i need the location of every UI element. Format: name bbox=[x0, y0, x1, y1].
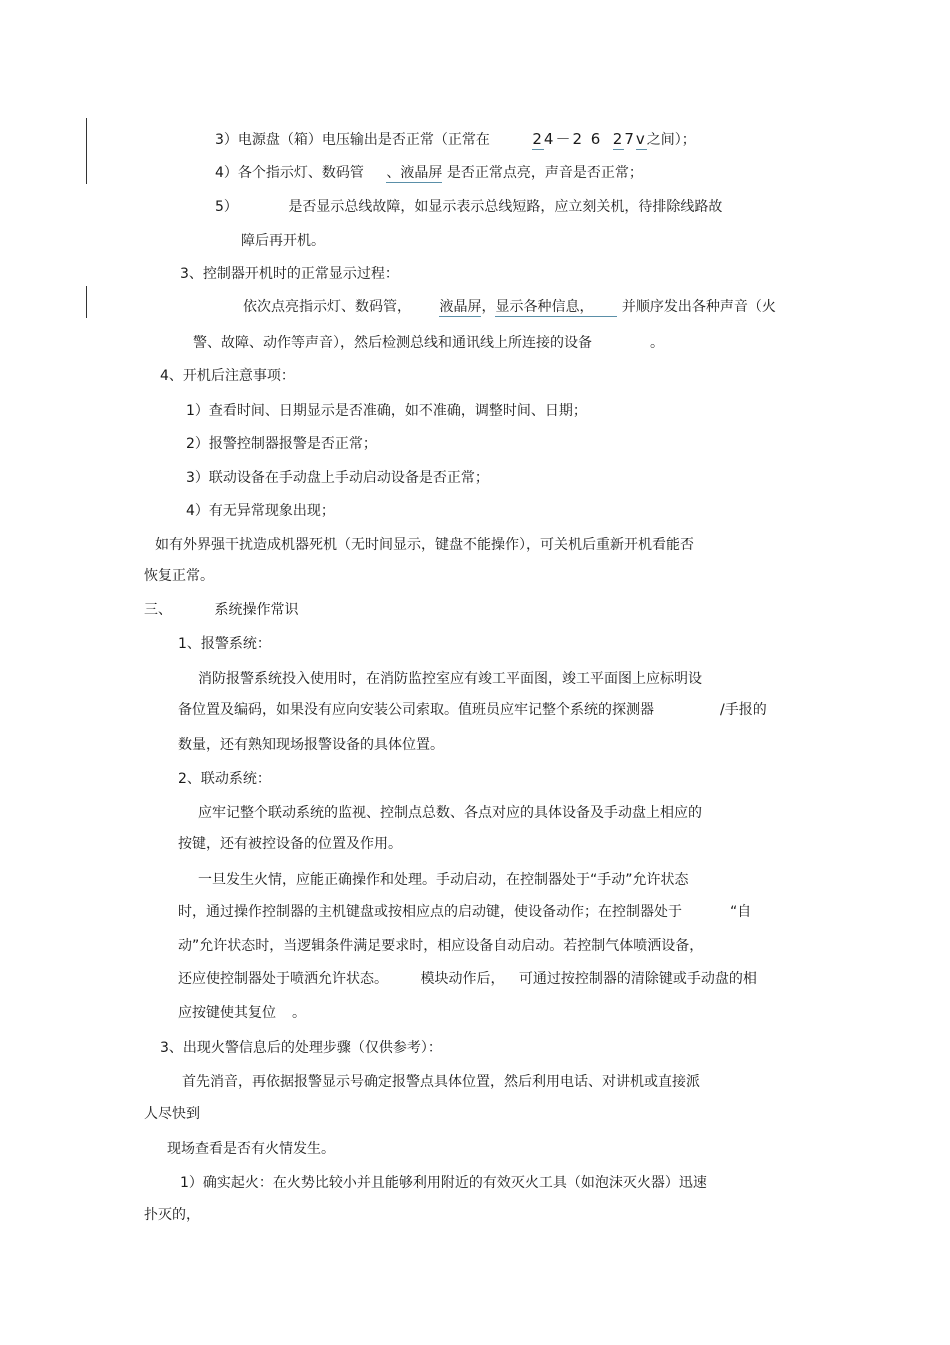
list-item-time: 1）查看时间、日期显示是否准确，如不准确，调整时间、日期； bbox=[186, 403, 587, 419]
margin-bar-top bbox=[86, 118, 87, 184]
line-startup-seq-cont: 警、故障、动作等声音），然后检测总线和通讯线上所连接的设备 。 bbox=[193, 335, 664, 351]
paragraph-linkage-1: 应牢记整个联动系统的监视、控制点总数、各点对应的具体设备及手动盘上相应的 bbox=[198, 805, 702, 821]
paragraph-linkage-2: 按键，还有被控设备的位置及作用。 bbox=[178, 836, 402, 852]
paragraph-alarm-3: 数量，还有熟知现场报警设备的具体位置。 bbox=[178, 737, 444, 753]
heading-linkage-system: 2、联动系统： bbox=[178, 771, 271, 787]
paragraph-fire-5: 应按键使其复位 。 bbox=[178, 1005, 306, 1021]
heading-fire-steps: 3、出现火警信息后的处理步骤（仅供参考）： bbox=[160, 1040, 442, 1056]
paragraph-alarm-1: 消防报警系统投入使用时，在消防监控室应有竣工平面图，竣工平面图上应标明设 bbox=[198, 671, 702, 687]
paragraph-crash: 如有外界强干扰造成机器死机（无时间显示，键盘不能操作），可关机后重新开机看能否 bbox=[155, 537, 694, 553]
line-power-voltage: 3）电源盘（箱）电压输出是否正常（正常在 24－2 6 27v之间）； bbox=[215, 130, 696, 148]
paragraph-steps-2: 人尽快到 bbox=[144, 1106, 200, 1122]
paragraph-steps-3: 现场查看是否有火情发生。 bbox=[167, 1141, 335, 1157]
line-bus-fault: 5） 是否显示总线故障，如显示表示总线短路，应立刻关机，待排除线路故 bbox=[215, 199, 723, 215]
paragraph-steps-4: 1）确实起火：在火势比较小并且能够利用附近的有效灭火工具（如泡沫灭火器）迅速 bbox=[180, 1175, 707, 1191]
paragraph-fire-1: 一旦发生火情，应能正确操作和处理。手动启动，在控制器处于“手动”允许状态 bbox=[198, 872, 689, 888]
paragraph-crash-cont: 恢复正常。 bbox=[144, 568, 214, 584]
paragraph-fire-3: 动”允许状态时，当逻辑条件满足要求时，相应设备自动启动。若控制气体喷洒设备， bbox=[178, 938, 704, 954]
list-item-abnormal: 4）有无异常现象出现； bbox=[186, 503, 335, 519]
paragraph-steps-1: 首先消音，再依据报警显示号确定报警点具体位置，然后利用电话、对讲机或直接派 bbox=[182, 1074, 700, 1090]
paragraph-fire-4: 还应使控制器处于喷洒允许状态。 模块动作后， 可通过按控制器的清除键或手动盘的相 bbox=[178, 971, 757, 987]
paragraph-fire-2: 时，通过操作控制器的主机键盘或按相应点的启动键，使设备动作；在控制器处于 “自 bbox=[178, 904, 752, 920]
paragraph-alarm-2: 备位置及编码，如果没有应向安装公司索取。值班员应牢记整个系统的探测器 /手报的 bbox=[178, 702, 767, 718]
heading-alarm-system: 1、报警系统： bbox=[178, 636, 271, 652]
line-startup-seq: 依次点亮指示灯、数码管， 液晶屏，显示各种信息， 并顺序发出各种声音（火 bbox=[243, 299, 776, 315]
heading-after-startup: 4、开机后注意事项： bbox=[160, 368, 295, 384]
line-indicators: 4）各个指示灯、数码管 、液晶屏 是否正常点亮，声音是否正常； bbox=[215, 165, 643, 181]
heading-startup-display: 3、控制器开机时的正常显示过程： bbox=[180, 266, 399, 282]
margin-bar-middle bbox=[86, 286, 87, 318]
line-bus-fault-cont: 障后再开机。 bbox=[241, 233, 325, 249]
section-heading-3: 三、 系统操作常识 bbox=[144, 602, 299, 618]
list-item-linkage: 3）联动设备在手动盘上手动启动设备是否正常； bbox=[186, 470, 489, 486]
paragraph-steps-5: 扑灭的， bbox=[144, 1207, 200, 1223]
list-item-alarm: 2）报警控制器报警是否正常； bbox=[186, 436, 377, 452]
